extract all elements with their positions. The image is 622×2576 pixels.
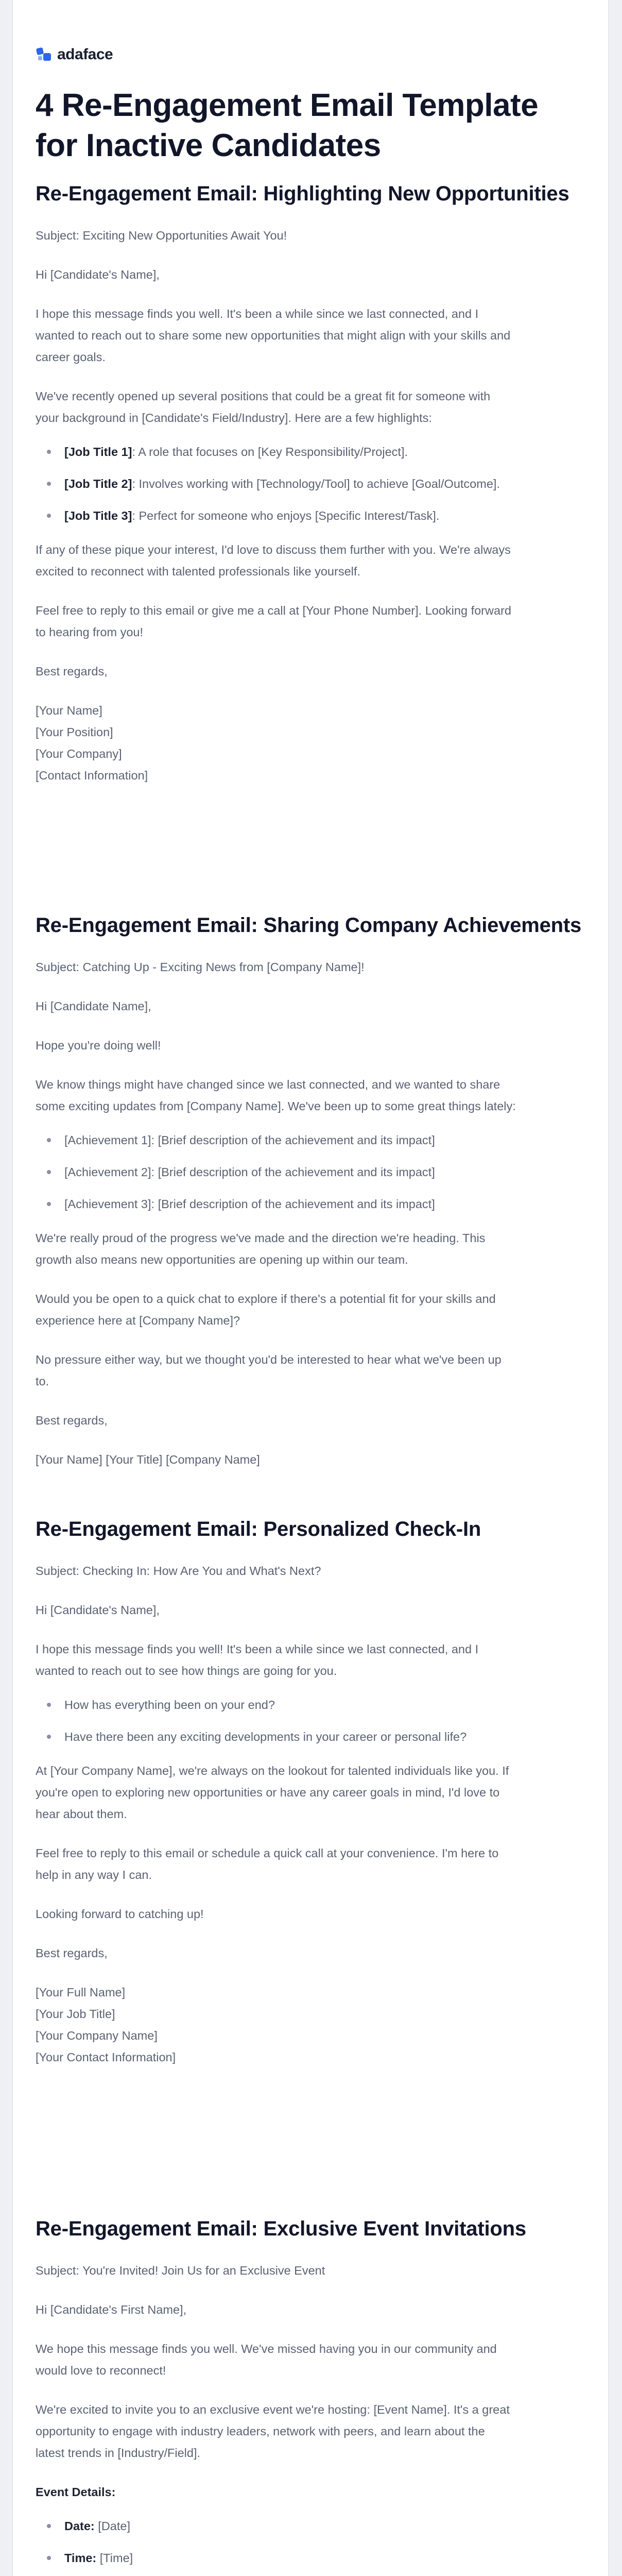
document-page (12, 0, 609, 2576)
job-title: [Job Title 3] (64, 509, 132, 522)
email-closing: Best regards, (36, 665, 108, 678)
section-exclusive-event (36, 2215, 592, 2576)
email-paragraph (36, 1842, 592, 1886)
list-item (36, 1193, 592, 1215)
bullet-icon (47, 482, 51, 486)
email-greeting: Hi [Candidate's Name], (36, 1603, 160, 1617)
email-greeting: Hi [Candidate Name], (36, 999, 151, 1013)
list-item (36, 473, 592, 495)
email-subject: Subject: You're Invited! Join Us for an Exclusive Event (36, 2264, 325, 2277)
signature-line: [Your Company Name] (36, 2029, 158, 2042)
email-closing: Best regards, (36, 1946, 108, 1960)
question-list (36, 1694, 592, 1748)
bullet-icon (47, 514, 51, 518)
email-paragraph: Looking forward to catching up! (36, 1907, 204, 1921)
achievement-text: [Achievement 1]: [Brief description of the achievement and its impact] (64, 1133, 435, 1147)
brand-logo[interactable] (36, 43, 113, 66)
email-greeting: Hi [Candidate's Name], (36, 268, 160, 281)
list-item (36, 2547, 592, 2569)
adaface-logo-icon (36, 46, 53, 63)
section-heading: Re-Engagement Email: Highlighting New Opportunities (36, 182, 569, 205)
list-item (36, 1694, 592, 1716)
email-paragraph (36, 1760, 592, 1825)
text-line: hear about them. (36, 1807, 127, 1821)
email-paragraph (36, 385, 592, 429)
email-subject: Subject: Checking In: How Are You and What's Next? (36, 1564, 321, 1578)
bullet-icon (47, 1170, 51, 1174)
job-description: : A role that focuses on [Key Responsibility/Project]. (132, 445, 408, 459)
email-paragraph (36, 1638, 592, 1682)
text-line: some exciting updates from [Company Name]. We've been up to some great things lately: (36, 1099, 516, 1113)
text-line: opportunity to engage with industry leaders, network with peers, and learn about the (36, 2425, 485, 2438)
text-line: to. (36, 1375, 49, 1388)
text-line: career goals. (36, 350, 106, 364)
email-signature: [Your Name] [Your Title] [Company Name] (36, 1453, 260, 1466)
text-line: Feel free to reply to this email or give me a call at [Your Phone Number]. Looking forward (36, 604, 511, 617)
text-line: If any of these pique your interest, I'd love to discuss them further with you. We're always (36, 543, 511, 556)
question-text: How has everything been on your end? (64, 1698, 275, 1711)
brand-name: adaface (57, 46, 113, 63)
signature-line: [Your Contact Information] (36, 2050, 176, 2064)
achievement-text: [Achievement 2]: [Brief description of the achievement and its impact] (64, 1165, 435, 1179)
text-line: latest trends in [Industry/Field]. (36, 2446, 201, 2460)
email-signature (36, 700, 592, 786)
bullet-icon (47, 1138, 51, 1142)
text-line: growth also means new opportunities are opening up within our team. (36, 1253, 408, 1266)
signature-line: [Your Company] (36, 747, 122, 760)
signature-line: [Contact Information] (36, 769, 148, 782)
detail-label: Date: (64, 2519, 95, 2533)
job-list (36, 441, 592, 527)
signature-line: [Your Full Name] (36, 1986, 126, 1999)
list-item (36, 505, 592, 527)
email-paragraph (36, 1288, 592, 1331)
text-line: your background in [Candidate's Field/Industry]. Here are a few highlights: (36, 411, 432, 425)
section-personalized-check-in (36, 1516, 592, 2068)
signature-line: [Your Job Title] (36, 2007, 115, 2021)
text-line: Would you be open to a quick chat to explore if there's a potential fit for your skills and (36, 1292, 496, 1306)
text-line: to hearing from you! (36, 625, 143, 639)
email-paragraph (36, 303, 592, 368)
email-greeting: Hi [Candidate's First Name], (36, 2303, 187, 2316)
section-company-achievements (36, 912, 592, 1470)
list-item (36, 1129, 592, 1151)
event-details-label: Event Details: (36, 2485, 116, 2499)
email-paragraph (36, 600, 592, 643)
achievement-text: [Achievement 3]: [Brief description of the achievement and its impact] (64, 1197, 435, 1211)
list-item (36, 441, 592, 463)
text-line: would love to reconnect! (36, 2364, 166, 2377)
section-new-opportunities (36, 180, 592, 786)
text-line: At [Your Company Name], we're always on the lookout for talented individuals like you. If (36, 1764, 509, 1777)
bullet-icon (47, 450, 51, 454)
email-paragraph (36, 539, 592, 582)
page-title: 4 Re-Engagement Email Template for Inactive Candidates (36, 88, 539, 163)
text-line: We know things might have changed since we last connected, and we wanted to share (36, 1078, 500, 1091)
bullet-icon (47, 2524, 51, 2528)
email-paragraph (36, 2399, 592, 2464)
email-paragraph: Hope you're doing well! (36, 1039, 161, 1052)
text-line: excited to reconnect with talented professionals like yourself. (36, 565, 360, 578)
detail-value: [Time] (96, 2551, 133, 2565)
achievement-list (36, 1129, 592, 1215)
text-line: Feel free to reply to this email or schedule a quick call at your convenience. I'm here to (36, 1846, 499, 1860)
email-paragraph (36, 1074, 592, 1117)
email-subject: Subject: Catching Up - Exciting News from [Company Name]! (36, 960, 365, 974)
job-title: [Job Title 2] (64, 477, 132, 490)
signature-line: [Your Name] (36, 704, 102, 717)
text-line: We hope this message finds you well. We've missed having you in our community and (36, 2342, 497, 2355)
question-text: Have there been any exciting developments in your career or personal life? (64, 1730, 467, 1743)
text-line: I hope this message finds you well! It's been a while since we last connected, and I (36, 1642, 479, 1656)
section-heading: Re-Engagement Email: Personalized Check-In (36, 1518, 481, 1540)
text-line: No pressure either way, but we thought you'd be interested to hear what we've been up (36, 1353, 502, 1366)
email-paragraph (36, 1349, 592, 1392)
text-line: you're open to exploring new opportunities or have any career goals in mind, I'd love to (36, 1786, 500, 1799)
email-paragraph (36, 2338, 592, 2381)
text-line: I hope this message finds you well. It's been a while since we last connected, and I (36, 307, 479, 320)
signature-line: [Your Position] (36, 725, 113, 739)
text-line: We're really proud of the progress we've made and the direction we're heading. This (36, 1231, 486, 1245)
list-item (36, 1726, 592, 1748)
job-title: [Job Title 1] (64, 445, 132, 459)
list-item (36, 2515, 592, 2537)
bullet-icon (47, 2556, 51, 2560)
section-heading: Re-Engagement Email: Exclusive Event Invitations (36, 2217, 526, 2240)
email-signature (36, 1981, 592, 2068)
email-closing: Best regards, (36, 1414, 108, 1427)
email-paragraph (36, 1227, 592, 1270)
text-line: wanted to reach out to see how things are going for you. (36, 1664, 337, 1677)
text-line: help in any way I can. (36, 1868, 152, 1882)
event-details-list (36, 2515, 592, 2576)
bullet-icon (47, 1735, 51, 1739)
job-description: : Involves working with [Technology/Tool] to achieve [Goal/Outcome]. (132, 477, 500, 490)
email-subject: Subject: Exciting New Opportunities Await You! (36, 229, 287, 242)
section-heading: Re-Engagement Email: Sharing Company Achievements (36, 914, 582, 937)
job-description: : Perfect for someone who enjoys [Specific Interest/Task]. (132, 509, 440, 522)
text-line: experience here at [Company Name]? (36, 1314, 240, 1327)
bullet-icon (47, 1703, 51, 1707)
bullet-icon (47, 1202, 51, 1206)
text-line: wanted to reach out to share some new opportunities that might align with your skills and (36, 329, 511, 342)
text-line: We've recently opened up several positions that could be a great fit for someone with (36, 389, 491, 403)
text-line: We're excited to invite you to an exclusive event we're hosting: [Event Name]. It's a great (36, 2403, 510, 2416)
detail-label: Time: (64, 2551, 97, 2565)
detail-value: [Date] (94, 2519, 130, 2533)
list-item (36, 1161, 592, 1183)
